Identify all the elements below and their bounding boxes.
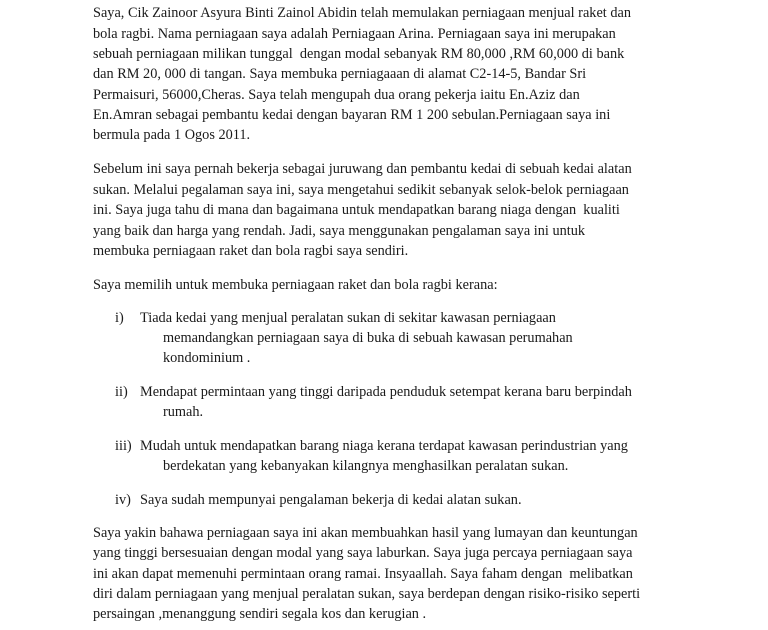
list-item-number: i) — [115, 310, 124, 326]
list-item-number: ii) — [115, 384, 128, 400]
text-line: yang baik dan harga yang rendah. Jadi, saya menggunakan pengalaman saya ini untuk — [93, 223, 586, 239]
list-item-text: Tiada kedai yang menjual peralatan sukan di sekitar kawasan perniagaan — [140, 310, 556, 326]
list-item-text: Saya sudah mempunyai pengalaman bekerja di kedai alatan sukan. — [140, 492, 522, 508]
list-item-text: berdekatan yang kebanyakan kilangnya menghasilkan peralatan sukan. — [163, 458, 569, 474]
text-line: Sebelum ini saya pernah bekerja sebagai juruwang dan pembantu kedai di sebuah kedai alatan — [93, 161, 632, 177]
text-line: sukan. Melalui pegalaman saya ini, saya mengetahui sedikit sebanyak selok-belok perniagaan — [93, 182, 629, 198]
text-line: bola ragbi. Nama perniagaan saya adalah Perniagaan Arina. Perniagaan saya ini merupakan — [93, 26, 616, 42]
list-item-number: iii) — [115, 438, 132, 454]
text-line: yang tinggi bersesuaian dengan modal yang saya laburkan. Saya juga percaya perniagaan saya — [93, 545, 633, 561]
list-item-text: rumah. — [163, 404, 204, 420]
text-line: Saya, Cik Zainoor Asyura Binti Zainol Abidin telah memulakan perniagaan menjual raket dan — [93, 5, 631, 21]
text-line: ini. Saya juga tahu di mana dan bagaimana untuk mendapatkan barang niaga dengan kualiti — [93, 202, 620, 218]
list-item-text: kondominium . — [163, 350, 251, 366]
list-item-number: iv) — [115, 492, 131, 508]
text-line: dan RM 20, 000 di tangan. Saya membuka perniagaaan di alamat C2-14-5, Bandar Sri — [93, 66, 587, 82]
text-line: membuka perniagaan raket dan bola ragbi saya sendiri. — [93, 243, 409, 259]
list-item-text: memandangkan perniagaan saya di buka di sebuah kawasan perumahan — [163, 330, 573, 346]
text-line: Permaisuri, 56000,Cheras. Saya telah mengupah dua orang pekerja iaitu En.Aziz dan — [93, 87, 580, 103]
text-line: bermula pada 1 Ogos 2011. — [93, 127, 251, 143]
text-line: En.Amran sebagai pembantu kedai dengan bayaran RM 1 200 sebulan.Perniagaan saya ini — [93, 107, 611, 123]
text-line: Saya yakin bahawa perniagaan saya ini akan membuahkan hasil yang lumayan dan keuntungan — [93, 525, 638, 541]
list-item-text: Mendapat permintaan yang tinggi daripada penduduk setempat kerana baru berpindah — [140, 384, 632, 400]
list-item-text: Mudah untuk mendapatkan barang niaga kerana terdapat kawasan perindustrian yang — [140, 438, 628, 454]
text-line: persaingan ,menanggung sendiri segala kos dan kerugian . — [93, 606, 427, 622]
text-line: diri dalam perniagaan yang menjual peralatan sukan, saya berdepan dengan risiko-risiko seperti — [93, 586, 641, 602]
list-intro: Saya memilih untuk membuka perniagaan raket dan bola ragbi kerana: — [93, 277, 498, 293]
text-line: ini akan dapat memenuhi permintaan orang ramai. Insyaallah. Saya faham dengan melibatkan — [93, 566, 633, 582]
text-line: sebuah perniagaan milikan tunggal dengan modal sebanyak RM 80,000 ,RM 60,000 di bank — [93, 46, 625, 62]
